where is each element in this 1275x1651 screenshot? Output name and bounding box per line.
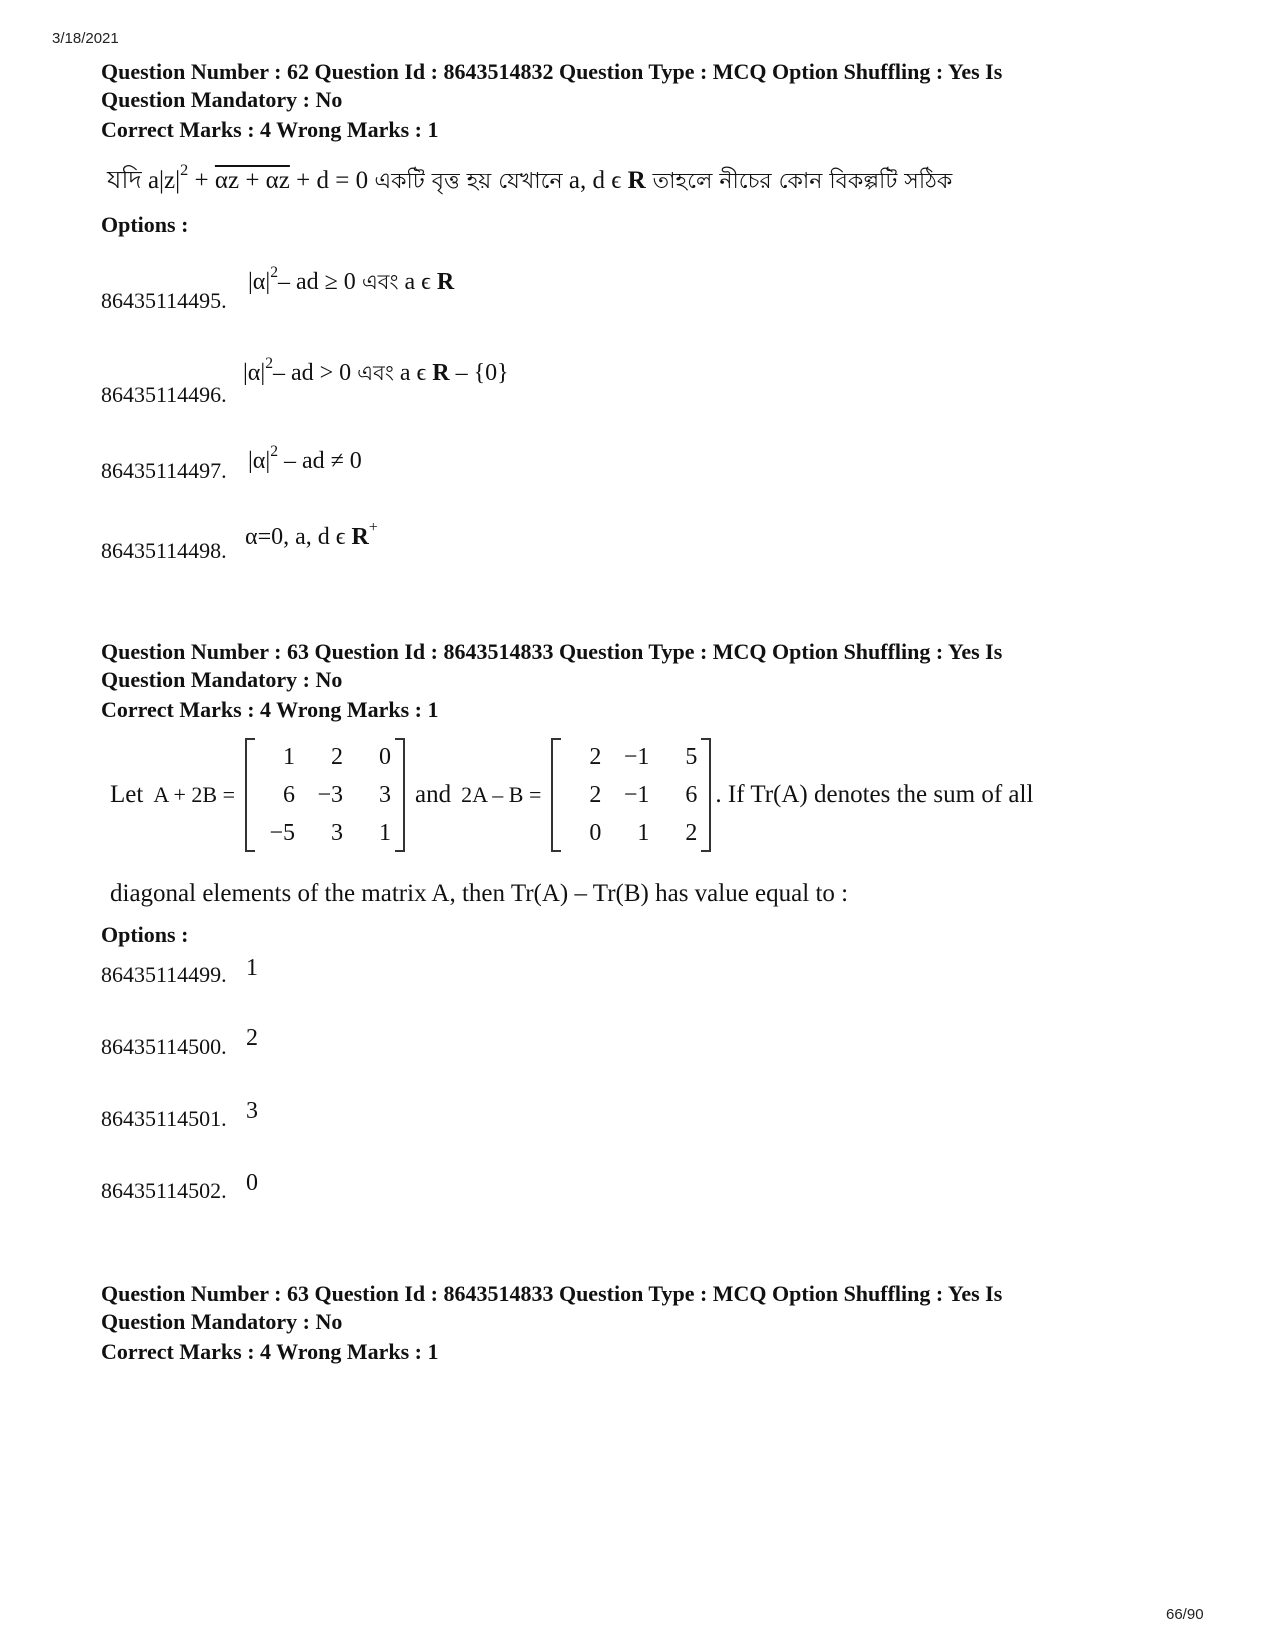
expr-exp: 2 (270, 442, 278, 460)
matrix-cell: 2 (685, 820, 698, 846)
q63-marks: Correct Marks : 4 Wrong Marks : 1 (101, 697, 439, 722)
expr-part: – ad ≠ 0 (277, 448, 362, 474)
expr-exp: 2 (265, 354, 273, 372)
expr-bn: এবং (357, 361, 394, 385)
q63b-marks: Correct Marks : 4 Wrong Marks : 1 (101, 1339, 439, 1364)
matrix-cell: 5 (685, 744, 698, 770)
q63-option-3-value: 3 (246, 1098, 258, 1124)
q63-header-line2: Question Mandatory : No (101, 667, 343, 692)
expr-bold: R (436, 269, 455, 295)
q62-stem (107, 160, 952, 203)
q62-stem-real-set: R (627, 167, 646, 194)
q63-option-1-id: 86435114499. (101, 962, 227, 987)
q63-stem-lhs1: A + 2B = (153, 782, 235, 807)
q63-header-line1: Question Number : 63 Question Id : 8643514833 Question Type : MCQ Option Shuffling : Yes Is (101, 639, 1003, 664)
q63-stem-after: . If Tr(A) denotes the sum of all (715, 781, 1034, 808)
q63-option-1-value: 1 (246, 955, 258, 981)
q63-stem-and: and (415, 781, 452, 808)
matrix-cell: 2 (589, 744, 602, 770)
expr-part: – ad > 0 (272, 360, 358, 386)
q62-stem-bn-end: তাহলে নীচের কোন বিকল্পটি সঠিক (645, 169, 953, 194)
expr-sup: + (368, 518, 378, 536)
q63-stem-lhs2: 2A – B = (461, 782, 542, 807)
expr-bn: এবং (361, 270, 399, 294)
q63-option-4-id: 86435114502. (101, 1178, 227, 1203)
q62-stem-ad-in: a, d ϵ (562, 167, 628, 194)
q63-stem-let: Let (110, 781, 144, 808)
q62-stem-plus: + (188, 167, 215, 194)
q62-option-1-id: 86435114495. (101, 288, 227, 313)
q63-stem-line1 (110, 740, 1033, 850)
q62-option-3-id: 86435114497. (101, 458, 227, 483)
q62-option-4-id: 86435114498. (101, 538, 227, 563)
q62-stem-exp: 2 (180, 161, 189, 180)
q62-header-line1: Question Number : 62 Question Id : 8643514832 Question Type : MCQ Option Shuffling : Yes Is (101, 59, 1003, 84)
expr-bold: R (432, 360, 450, 386)
q63b-header (101, 1280, 1181, 1336)
matrix-cell: −5 (269, 820, 295, 846)
matrix-cell: 6 (685, 782, 698, 808)
matrix-cell: 2 (331, 744, 343, 770)
q62-options-label: Options : (101, 212, 189, 237)
matrix-cell: −3 (317, 782, 343, 808)
q63-matrix-1 (245, 738, 405, 852)
q63-option-3-id: 86435114501. (101, 1106, 227, 1131)
matrix-cell: 3 (331, 820, 343, 846)
q63-matrix-2 (551, 738, 711, 852)
q62-stem-eq-a: a|z| (147, 167, 181, 194)
q62-option-4-expr (245, 518, 378, 551)
expr-exp: 2 (270, 263, 278, 281)
expr-part: α=0, a, d ϵ (245, 524, 352, 550)
q63b-header-line2: Question Mandatory : No (101, 1309, 343, 1334)
expr-part: – ad ≥ 0 (277, 269, 362, 295)
q63b-header-line1: Question Number : 63 Question Id : 8643514833 Question Type : MCQ Option Shuffling : Yes Is (101, 1281, 1003, 1306)
matrix-cell: 0 (589, 820, 602, 846)
matrix-cell: 1 (379, 820, 391, 846)
expr-part: a ϵ (398, 269, 437, 295)
matrix-cell: 1 (283, 744, 295, 770)
expr-tail: – {0} (449, 360, 509, 386)
q63-option-2-id: 86435114500. (101, 1034, 227, 1059)
matrix-cell: 1 (637, 820, 650, 846)
q63-options-label: Options : (101, 922, 189, 947)
q62-option-3-expr (248, 442, 362, 475)
matrix-cell: 6 (283, 782, 295, 808)
matrix-cell: −1 (623, 744, 650, 770)
q62-option-2-expr (243, 354, 509, 392)
q62-option-1-expr (248, 263, 455, 301)
print-date: 3/18/2021 (52, 30, 119, 47)
page-number: 66/90 (1166, 1606, 1204, 1623)
q62-header (101, 58, 1181, 114)
q62-header-line2: Question Mandatory : No (101, 87, 343, 112)
matrix-cell: 3 (379, 782, 391, 808)
expr-bold: R (351, 524, 369, 550)
q62-stem-eq-rest: + d = 0 (289, 167, 375, 194)
q63-stem-line2: diagonal elements of the matrix A, then Tr(A) – Tr(B) has value equal to : (110, 880, 849, 907)
q62-stem-bn-mid: একটি বৃত্ত হয় যেখানে (374, 169, 563, 194)
matrix-cell: 2 (589, 782, 602, 808)
q63-option-2-value: 2 (246, 1025, 258, 1051)
expr-part: |α| (243, 360, 266, 386)
q63-option-4-value: 0 (246, 1170, 258, 1196)
matrix-cell: −1 (623, 782, 650, 808)
expr-part: a ϵ (393, 360, 433, 386)
expr-part: |α| (248, 269, 271, 295)
q62-marks: Correct Marks : 4 Wrong Marks : 1 (101, 117, 439, 142)
q63-header (101, 638, 1181, 694)
q62-stem-if: যদি (107, 165, 142, 194)
expr-part: |α| (248, 448, 271, 474)
q62-option-2-id: 86435114496. (101, 382, 227, 407)
matrix-cell: 0 (379, 744, 391, 770)
q62-stem-conjugate-expr: αz + αz (214, 167, 290, 194)
